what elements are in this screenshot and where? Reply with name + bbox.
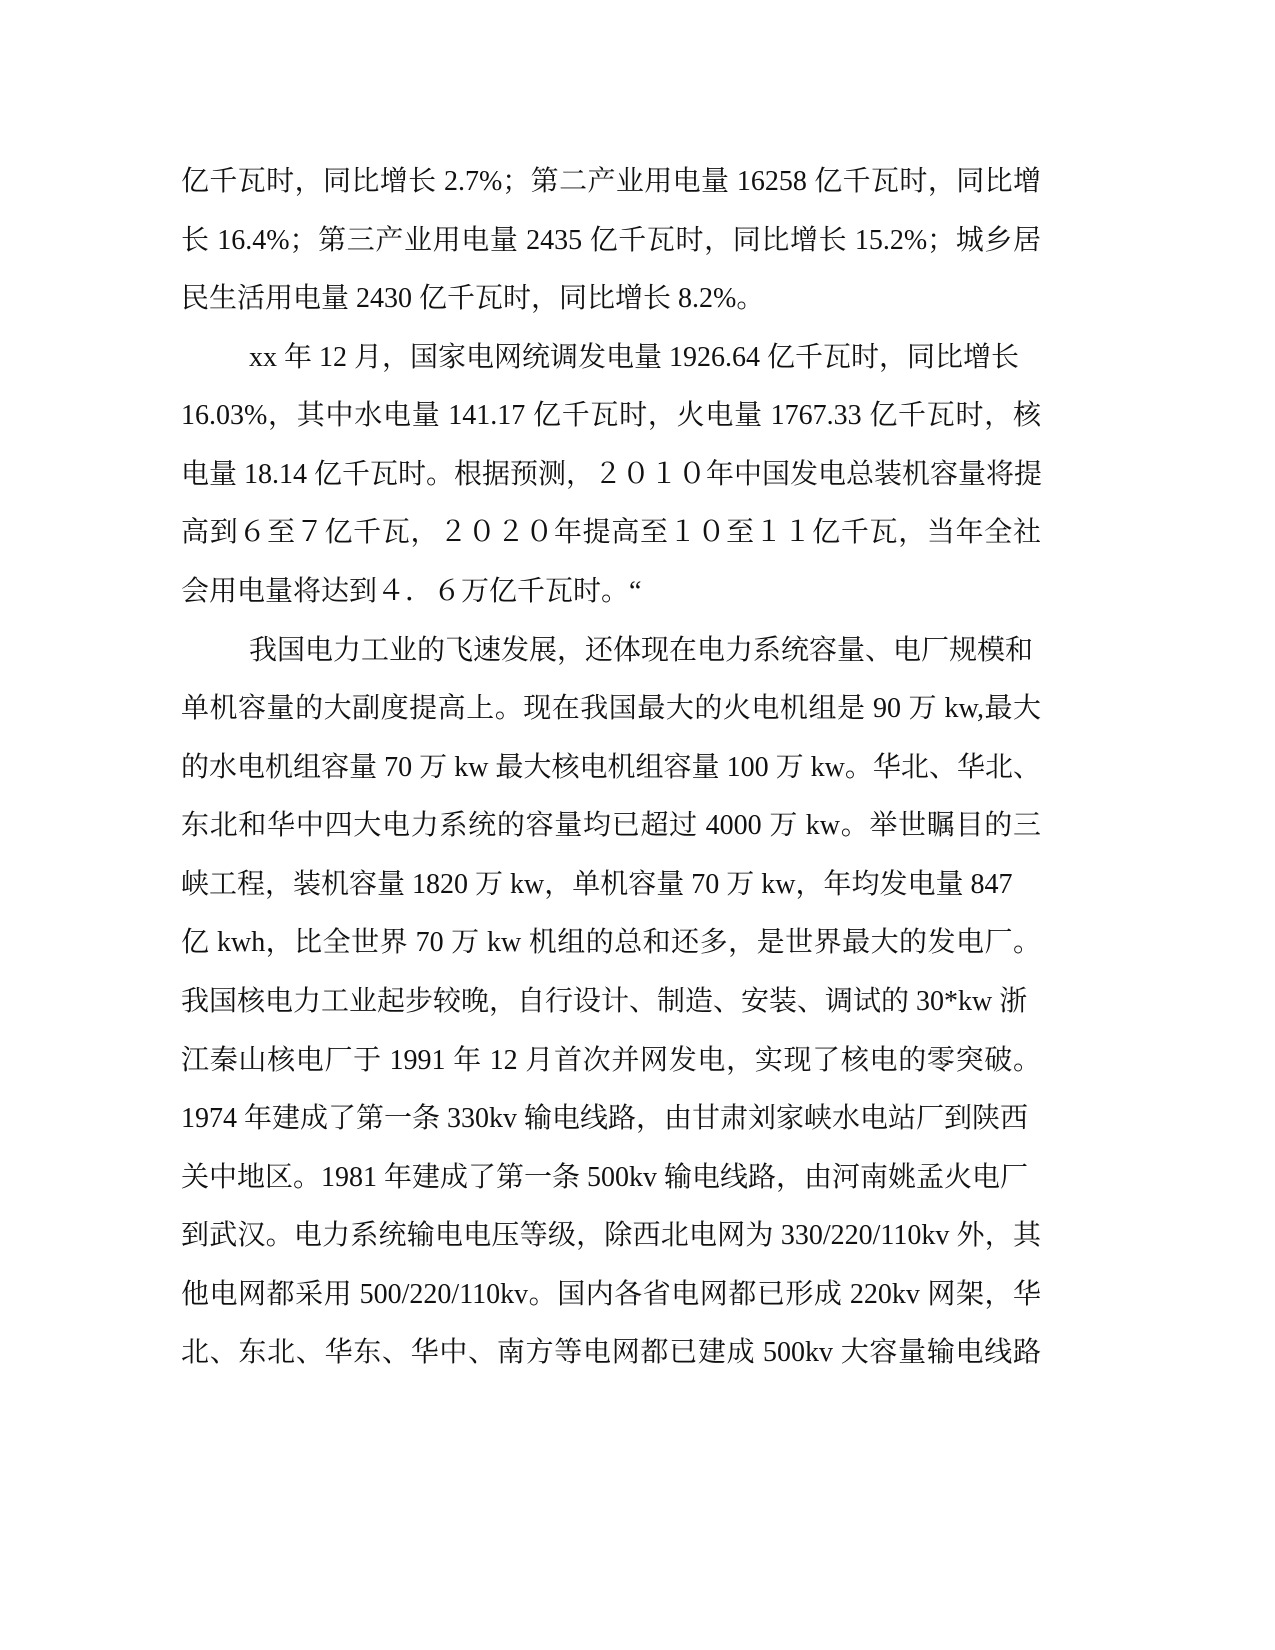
text-line: 我国核电力工业起步较晚，自行设计、制造、安装、调试的 30*kw 浙 (181, 986, 1028, 1017)
text-line: 民生活用电量 2430 亿千瓦时，同比增长 8.2%。 (181, 283, 765, 314)
text-line: 江秦山核电厂于 1991 年 12 月首次并网发电，实现了核电的零突破。 (181, 1045, 1041, 1076)
paragraph-first-line: xx 年 12 月，国家电网统调发电量 1926.64 亿千瓦时，同比增长 (249, 342, 1020, 373)
text-line: 的水电机组容量 70 万 kw 最大核电机组容量 100 万 kw。华北、华北、 (181, 752, 1041, 783)
text-line: 1974 年建成了第一条 330kv 输电线路，由甘肃刘家峡水电站厂到陕西 (181, 1103, 1029, 1134)
paragraph-first-line: 我国电力工业的飞速发展，还体现在电力系统容量、电厂规模和 (249, 635, 1034, 666)
text-line: 峡工程，装机容量 1820 万 kw，单机容量 70 万 kw，年均发电量 847 (181, 869, 1013, 900)
text-line: 电量 18.14 亿千瓦时。根据预测，２０１０年中国发电总装机容量将提 (181, 459, 1043, 490)
text-line: 16.03%，其中水电量 141.17 亿千瓦时，火电量 1767.33 亿千瓦时，核 (181, 400, 1041, 431)
text-line: 会用电量将达到４．６万亿千瓦时。“ (181, 576, 642, 607)
text-line: 亿千瓦时，同比增长 2.7%；第二产业用电量 16258 亿千瓦时，同比增 (181, 166, 1041, 197)
text-line: 高到６至７亿千瓦，２０２０年提高至１０至１１亿千瓦，当年全社 (181, 517, 1041, 548)
text-line: 到武汉。电力系统输电电压等级，除西北电网为 330/220/110kv 外，其 (181, 1220, 1041, 1251)
text-line: 北、东北、华东、华中、南方等电网都已建成 500kv 大容量输电线路 (181, 1337, 1041, 1368)
text-line: 他电网都采用 500/220/110kv。国内各省电网都已形成 220kv 网架，华 (181, 1279, 1041, 1310)
text-line: 亿 kwh，比全世界 70 万 kw 机组的总和还多，是世界最大的发电厂。 (181, 927, 1041, 958)
text-line: 长 16.4%；第三产业用电量 2435 亿千瓦时，同比增长 15.2%；城乡居 (181, 225, 1041, 256)
text-line: 单机容量的大副度提高上。现在我国最大的火电机组是 90 万 kw,最大 (181, 693, 1041, 724)
text-line: 东北和华中四大电力系统的容量均已超过 4000 万 kw。举世瞩目的三 (181, 810, 1041, 841)
text-line: 关中地区。1981 年建成了第一条 500kv 输电线路，由河南姚孟火电厂 (181, 1162, 1029, 1193)
